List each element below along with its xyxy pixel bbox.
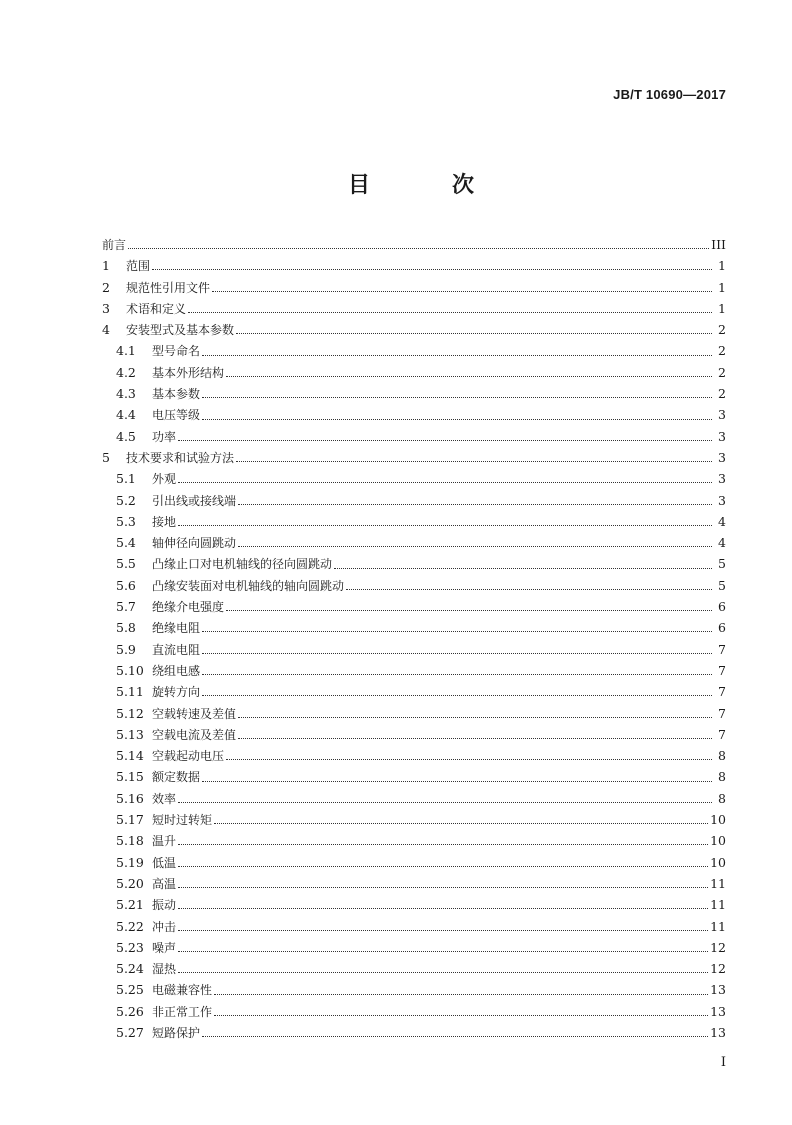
toc-leader-dots bbox=[178, 951, 708, 952]
toc-entry[interactable] bbox=[102, 426, 726, 447]
toc-entry-page: III bbox=[711, 237, 726, 252]
toc-entry-page: 2 bbox=[718, 343, 726, 359]
toc-entry-number: 5.7 bbox=[116, 599, 136, 615]
toc-entry-number: 4.1 bbox=[116, 343, 136, 359]
toc-entry[interactable] bbox=[102, 1022, 726, 1043]
toc-entry[interactable] bbox=[102, 724, 726, 745]
toc-leader-dots bbox=[202, 397, 712, 398]
toc-entry-page: 3 bbox=[718, 407, 726, 423]
toc-entry-number: 5.10 bbox=[116, 662, 144, 678]
toc-entry-page: 4 bbox=[718, 535, 726, 551]
toc-entry-number: 5.16 bbox=[116, 790, 144, 806]
toc-entry-label: 低温 bbox=[152, 855, 177, 870]
toc-title: 目 次 bbox=[347, 173, 504, 198]
toc-entry-label: 短路保护 bbox=[152, 1025, 201, 1040]
toc-entry-page: 10 bbox=[710, 812, 726, 828]
standard-number: JB/T 10690—2017 bbox=[613, 87, 726, 102]
toc-entry-page: 3 bbox=[718, 449, 726, 465]
toc-entry-number: 5.5 bbox=[116, 556, 136, 572]
toc-leader-dots bbox=[202, 419, 712, 420]
toc-entry[interactable] bbox=[102, 809, 726, 830]
toc-entry-page: 2 bbox=[718, 386, 726, 402]
toc-leader-dots bbox=[226, 759, 712, 760]
toc-entry-page: 3 bbox=[718, 471, 726, 487]
toc-entry[interactable] bbox=[102, 745, 726, 766]
toc-entry[interactable] bbox=[102, 468, 726, 489]
toc-entry-label: 额定数据 bbox=[152, 770, 201, 785]
toc-entry-page: 10 bbox=[710, 833, 726, 849]
toc-entry[interactable] bbox=[102, 873, 726, 894]
toc-entry[interactable] bbox=[102, 894, 726, 915]
toc-entry-number: 5.17 bbox=[116, 812, 144, 828]
toc-leader-dots bbox=[334, 568, 712, 569]
toc-entry-label: 前言 bbox=[102, 238, 127, 252]
toc-entry-label: 高温 bbox=[152, 876, 177, 891]
toc-entry[interactable] bbox=[102, 532, 726, 553]
toc-entry-page: 11 bbox=[710, 897, 726, 913]
toc-entry-page: 12 bbox=[710, 939, 726, 955]
toc-entry[interactable] bbox=[102, 596, 726, 617]
toc-entry-page: 6 bbox=[718, 620, 726, 636]
toc-entry-label: 空载起动电压 bbox=[152, 749, 225, 764]
toc-leader-dots bbox=[128, 248, 709, 249]
toc-entry-label: 空载转速及差值 bbox=[152, 706, 237, 721]
toc-leader-dots bbox=[178, 866, 708, 867]
toc-entry-page: 12 bbox=[710, 961, 726, 977]
toc-entry-label: 电压等级 bbox=[152, 408, 201, 423]
toc-leader-dots bbox=[178, 525, 712, 526]
toc-entry-number: 5.1 bbox=[116, 471, 136, 487]
toc-entry[interactable] bbox=[102, 319, 726, 340]
toc-entry-page: 13 bbox=[710, 1024, 726, 1040]
toc-entry-label: 绕组电感 bbox=[152, 663, 201, 678]
toc-leader-dots bbox=[214, 1015, 708, 1016]
toc-leader-dots bbox=[214, 823, 708, 824]
toc-entry-number: 5.18 bbox=[116, 833, 144, 849]
toc-entry[interactable] bbox=[102, 830, 726, 851]
toc-entry-label: 湿热 bbox=[152, 962, 177, 977]
toc-entry[interactable] bbox=[102, 766, 726, 787]
toc-leader-dots bbox=[202, 1036, 708, 1037]
toc-entry-page: 1 bbox=[718, 258, 726, 274]
page-number: I bbox=[720, 1055, 726, 1070]
toc-entry-number: 5.19 bbox=[116, 854, 144, 870]
toc-entry[interactable] bbox=[102, 852, 726, 873]
toc-entry-number: 5.4 bbox=[116, 535, 136, 551]
toc-entry-page: 7 bbox=[718, 641, 726, 657]
toc-entry-number: 5.22 bbox=[116, 918, 144, 934]
toc-leader-dots bbox=[202, 653, 712, 654]
toc-leader-dots bbox=[152, 269, 712, 270]
toc-leader-dots bbox=[178, 972, 708, 973]
toc-entry-page: 11 bbox=[710, 875, 726, 891]
toc-entry[interactable] bbox=[102, 703, 726, 724]
toc-leader-dots bbox=[178, 887, 708, 888]
toc-entry-page: 5 bbox=[718, 556, 726, 572]
toc-entry-page: 13 bbox=[710, 1003, 726, 1019]
toc-entry-label: 范围 bbox=[126, 259, 151, 274]
toc-entry-page: 7 bbox=[718, 662, 726, 678]
toc-entry[interactable] bbox=[102, 447, 726, 468]
toc-entry[interactable] bbox=[102, 788, 726, 809]
toc-entry-page: 1 bbox=[718, 279, 726, 295]
toc-entry-number: 5.12 bbox=[116, 705, 144, 721]
toc-entry-label: 引出线或接线端 bbox=[152, 493, 237, 508]
toc-leader-dots bbox=[226, 376, 712, 377]
toc-leader-dots bbox=[214, 994, 708, 995]
toc-entry-number: 5.6 bbox=[116, 577, 136, 593]
toc-entry-number: 5.11 bbox=[116, 684, 144, 700]
toc-entry-label: 振动 bbox=[152, 898, 177, 913]
toc-entry-number: 5.13 bbox=[116, 726, 144, 742]
toc-entry[interactable] bbox=[102, 383, 726, 404]
toc-leader-dots bbox=[238, 738, 712, 739]
toc-entry-number: 3 bbox=[102, 300, 110, 316]
toc-entry[interactable] bbox=[102, 277, 726, 298]
toc-leader-dots bbox=[236, 333, 712, 334]
toc-entry-page: 2 bbox=[718, 322, 726, 338]
toc-leader-dots bbox=[178, 482, 712, 483]
toc-entry-page: 6 bbox=[718, 599, 726, 615]
toc-entry-page: 3 bbox=[718, 492, 726, 508]
toc-entry-number: 5.2 bbox=[116, 492, 136, 508]
toc-entry-number: 1 bbox=[102, 258, 110, 274]
toc-entry-label: 电磁兼容性 bbox=[152, 983, 213, 998]
toc-leader-dots bbox=[346, 589, 712, 590]
toc-entry[interactable] bbox=[102, 234, 726, 255]
toc-entry-number: 5.3 bbox=[116, 513, 136, 529]
toc-entry-label: 噪声 bbox=[152, 940, 177, 955]
toc-entry-number: 5.23 bbox=[116, 939, 144, 955]
toc-entry[interactable] bbox=[102, 681, 726, 702]
toc-entry-label: 术语和定义 bbox=[126, 301, 187, 316]
toc-leader-dots bbox=[178, 930, 708, 931]
toc-entry-label: 旋转方向 bbox=[152, 685, 201, 700]
toc-entry-page: 1 bbox=[718, 300, 726, 316]
toc-entry[interactable] bbox=[102, 362, 726, 383]
toc-entry-label: 直流电阻 bbox=[152, 642, 201, 657]
toc-entry[interactable] bbox=[102, 617, 726, 638]
toc-entry-page: 11 bbox=[710, 918, 726, 934]
toc-leader-dots bbox=[188, 312, 712, 313]
toc-entry-label: 非正常工作 bbox=[152, 1004, 213, 1019]
table-of-contents bbox=[102, 234, 726, 1043]
toc-leader-dots bbox=[202, 674, 712, 675]
toc-entry[interactable] bbox=[102, 660, 726, 681]
toc-entry-label: 绝缘电阻 bbox=[152, 621, 201, 636]
toc-entry-label: 效率 bbox=[152, 791, 177, 806]
toc-entry-number: 5.9 bbox=[116, 641, 136, 657]
toc-leader-dots bbox=[212, 291, 712, 292]
toc-entry-number: 4 bbox=[102, 322, 110, 338]
toc-entry-label: 凸缘止口对电机轴线的径向圆跳动 bbox=[152, 557, 333, 572]
toc-entry-page: 7 bbox=[718, 684, 726, 700]
toc-entry-label: 功率 bbox=[152, 429, 177, 444]
toc-entry-number: 5.15 bbox=[116, 769, 144, 785]
toc-entry-number: 4.4 bbox=[116, 407, 136, 423]
toc-entry-number: 5.8 bbox=[116, 620, 136, 636]
toc-entry-label: 轴伸径向圆跳动 bbox=[152, 536, 237, 551]
toc-entry-page: 10 bbox=[710, 854, 726, 870]
toc-entry[interactable] bbox=[102, 340, 726, 361]
toc-entry-label: 安装型式及基本参数 bbox=[126, 323, 235, 338]
toc-leader-dots bbox=[202, 781, 712, 782]
toc-entry[interactable] bbox=[102, 979, 726, 1000]
toc-entry-page: 3 bbox=[718, 428, 726, 444]
toc-entry[interactable] bbox=[102, 298, 726, 319]
toc-entry[interactable] bbox=[102, 639, 726, 660]
toc-entry-label: 冲击 bbox=[152, 919, 177, 934]
toc-entry-page: 2 bbox=[718, 364, 726, 380]
toc-entry-label: 凸缘安装面对电机轴线的轴向圆跳动 bbox=[152, 578, 345, 593]
toc-entry[interactable] bbox=[102, 404, 726, 425]
toc-entry[interactable] bbox=[102, 553, 726, 574]
toc-leader-dots bbox=[202, 695, 712, 696]
toc-entry-page: 4 bbox=[718, 513, 726, 529]
toc-entry[interactable] bbox=[102, 490, 726, 511]
toc-entry-number: 5 bbox=[102, 449, 110, 465]
toc-entry-number: 5.26 bbox=[116, 1003, 144, 1019]
toc-entry-label: 空载电流及差值 bbox=[152, 727, 237, 742]
toc-leader-dots bbox=[178, 844, 708, 845]
toc-leader-dots bbox=[238, 717, 712, 718]
toc-leader-dots bbox=[236, 461, 712, 462]
toc-entry-label: 接地 bbox=[152, 514, 177, 529]
toc-entry-number: 5.14 bbox=[116, 748, 144, 764]
toc-entry-page: 8 bbox=[718, 790, 726, 806]
toc-entry-page: 8 bbox=[718, 769, 726, 785]
toc-entry-label: 短时过转矩 bbox=[152, 813, 213, 828]
toc-entry[interactable] bbox=[102, 575, 726, 596]
toc-leader-dots bbox=[178, 908, 708, 909]
toc-entry[interactable] bbox=[102, 937, 726, 958]
toc-entry[interactable] bbox=[102, 255, 726, 276]
toc-entry-label: 技术要求和试验方法 bbox=[126, 450, 235, 465]
toc-entry-number: 5.24 bbox=[116, 961, 144, 977]
toc-entry-page: 5 bbox=[718, 577, 726, 593]
toc-leader-dots bbox=[202, 631, 712, 632]
toc-entry-page: 7 bbox=[718, 705, 726, 721]
toc-entry-number: 4.5 bbox=[116, 428, 136, 444]
toc-entry-label: 外观 bbox=[152, 472, 177, 487]
toc-entry-label: 温升 bbox=[152, 834, 177, 849]
toc-entry-number: 2 bbox=[102, 279, 110, 295]
toc-entry-number: 5.25 bbox=[116, 982, 144, 998]
toc-entry[interactable] bbox=[102, 1001, 726, 1022]
toc-entry-page: 13 bbox=[710, 982, 726, 998]
toc-leader-dots bbox=[226, 610, 712, 611]
toc-entry-number: 5.27 bbox=[116, 1024, 144, 1040]
toc-entry[interactable] bbox=[102, 511, 726, 532]
toc-entry-label: 型号命名 bbox=[152, 344, 201, 359]
toc-entry-page: 7 bbox=[718, 726, 726, 742]
toc-leader-dots bbox=[202, 355, 712, 356]
toc-leader-dots bbox=[178, 440, 712, 441]
toc-entry-number: 5.20 bbox=[116, 875, 144, 891]
toc-entry-label: 基本参数 bbox=[152, 387, 201, 402]
toc-entry-label: 规范性引用文件 bbox=[126, 280, 211, 295]
toc-entry-number: 4.3 bbox=[116, 386, 136, 402]
toc-entry-number: 5.21 bbox=[116, 897, 144, 913]
toc-entry[interactable] bbox=[102, 916, 726, 937]
toc-entry-number: 4.2 bbox=[116, 364, 136, 380]
toc-entry-label: 绝缘介电强度 bbox=[152, 600, 225, 615]
toc-leader-dots bbox=[238, 504, 712, 505]
toc-entry-label: 基本外形结构 bbox=[152, 365, 225, 380]
toc-entry[interactable] bbox=[102, 958, 726, 979]
toc-entry-page: 8 bbox=[718, 748, 726, 764]
toc-leader-dots bbox=[178, 802, 712, 803]
toc-leader-dots bbox=[238, 546, 712, 547]
